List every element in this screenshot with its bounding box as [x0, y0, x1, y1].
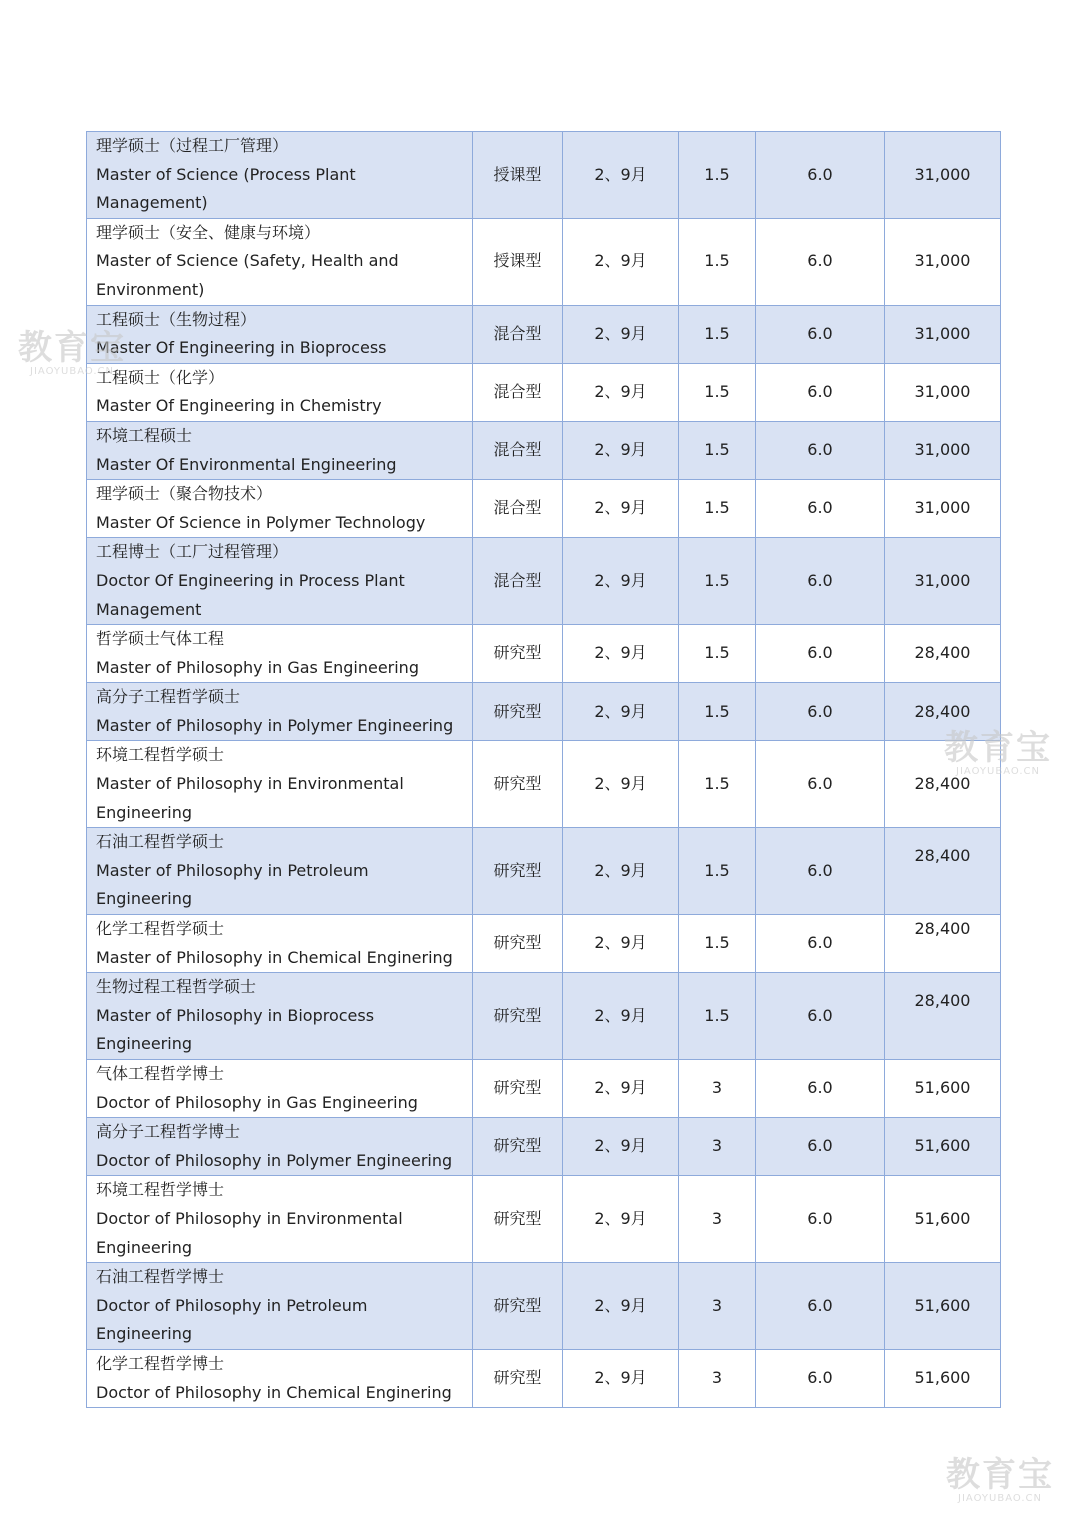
- program-type: 混合型: [473, 305, 563, 363]
- program-name-cell: [87, 421, 473, 479]
- table-row: [87, 538, 1001, 625]
- duration-years: 3: [679, 1176, 756, 1263]
- program-name-en: Master Of Science in Polymer Technology: [96, 512, 426, 532]
- program-name-en-cont: Engineering: [96, 889, 192, 909]
- intake-months: 2、9月: [563, 480, 679, 538]
- program-name-en-cont: Management: [96, 599, 202, 619]
- program-name-cell: [87, 1118, 473, 1176]
- program-name-cn: 理学硕士（安全、健康与环境）: [96, 222, 321, 242]
- ielts-score: 6.0: [756, 305, 885, 363]
- duration-years: 1.5: [679, 363, 756, 421]
- ielts-score: 6.0: [756, 1176, 885, 1263]
- program-name-cn: 环境工程哲学硕士: [96, 745, 225, 765]
- program-type: 研究型: [473, 1263, 563, 1350]
- program-name-en: Doctor of Philosophy in Polymer Engineering: [96, 1150, 453, 1170]
- ielts-score: 6.0: [756, 1263, 885, 1350]
- duration-years: 3: [679, 1349, 756, 1407]
- program-table: [86, 131, 1001, 1408]
- ielts-score: 6.0: [756, 973, 885, 1060]
- program-name-en: Doctor Of Engineering in Process Plant: [96, 570, 405, 590]
- watermark-text-en: JIAOYUBAO.CN: [30, 366, 114, 377]
- intake-months: 2、9月: [563, 538, 679, 625]
- duration-years: 1.5: [679, 683, 756, 741]
- program-name-cn: 工程博士（工厂过程管理）: [96, 542, 289, 562]
- tuition-fee: 31,000: [885, 480, 1001, 538]
- program-name-cell: [87, 625, 473, 683]
- intake-months: 2、9月: [563, 915, 679, 973]
- program-name-en-cont: Management): [96, 193, 208, 213]
- watermark-logo: [946, 1457, 1054, 1505]
- program-name-cn: 理学硕士（过程工厂管理）: [96, 136, 289, 155]
- tuition-fee: 31,000: [885, 538, 1001, 625]
- program-name-cell: [87, 741, 473, 828]
- program-name-cell: [87, 538, 473, 625]
- program-name-cn: 理学硕士（聚合物技术）: [96, 484, 273, 504]
- program-type: 研究型: [473, 1176, 563, 1263]
- program-name-en: Master Of Engineering in Chemistry: [96, 396, 382, 416]
- watermark-text-cn: 教育宝: [944, 728, 1052, 768]
- program-name-en: Master of Philosophy in Environmental: [96, 774, 404, 794]
- program-name-cn: 石油工程哲学博士: [96, 1267, 225, 1287]
- duration-years: 3: [679, 1263, 756, 1350]
- program-name-cell: [87, 973, 473, 1060]
- program-type: 研究型: [473, 915, 563, 973]
- duration-years: 1.5: [679, 480, 756, 538]
- intake-months: 2、9月: [563, 1118, 679, 1176]
- program-name-en: Master of Philosophy in Chemical Enginering: [96, 947, 453, 967]
- intake-months: 2、9月: [563, 305, 679, 363]
- tuition-fee: 31,000: [885, 218, 1001, 305]
- duration-years: 3: [679, 1118, 756, 1176]
- program-name-en: Doctor of Philosophy in Chemical Enginering: [96, 1382, 452, 1402]
- ielts-score: 6.0: [756, 1060, 885, 1118]
- tuition-fee: 28,400: [885, 741, 1001, 828]
- program-name-cell: [87, 1060, 473, 1118]
- ielts-score: 6.0: [756, 683, 885, 741]
- program-name-cn: 化学工程哲学博士: [96, 1353, 225, 1373]
- table-row: [87, 683, 1001, 741]
- table-row: [87, 305, 1001, 363]
- tuition-fee: 31,000: [885, 305, 1001, 363]
- program-type: 研究型: [473, 683, 563, 741]
- watermark-text-cn: 教育宝: [18, 328, 126, 368]
- intake-months: 2、9月: [563, 828, 679, 915]
- tuition-fee: 28,400: [885, 828, 1001, 915]
- intake-months: 2、9月: [563, 421, 679, 479]
- tuition-fee: 28,400: [885, 915, 1001, 973]
- program-name-cell: [87, 132, 473, 219]
- program-type: 研究型: [473, 625, 563, 683]
- program-name-cell: [87, 1176, 473, 1263]
- program-name-cn: 环境工程硕士: [96, 425, 193, 445]
- program-name-cn: 石油工程哲学硕士: [96, 832, 225, 852]
- ielts-score: 6.0: [756, 1349, 885, 1407]
- tuition-fee: 31,000: [885, 363, 1001, 421]
- program-name-en-cont: Engineering: [96, 1324, 192, 1344]
- watermark-text-en: JIAOYUBAO.CN: [956, 766, 1040, 777]
- ielts-score: 6.0: [756, 625, 885, 683]
- watermark-text-cn: 教育宝: [946, 1455, 1054, 1495]
- intake-months: 2、9月: [563, 1349, 679, 1407]
- program-name-cell: [87, 1263, 473, 1350]
- program-name-en: Master of Philosophy in Bioprocess: [96, 1005, 375, 1025]
- program-name-cell: [87, 480, 473, 538]
- program-type: 混合型: [473, 480, 563, 538]
- tuition-fee: 51,600: [885, 1060, 1001, 1118]
- program-name-cn: 工程硕士（生物过程）: [96, 309, 257, 329]
- program-name-en: Doctor of Philosophy in Petroleum: [96, 1295, 368, 1315]
- tuition-fee: 51,600: [885, 1263, 1001, 1350]
- program-name-cn: 生物过程工程哲学硕士: [96, 977, 257, 997]
- program-name-en: Master of Science (Safety, Health and: [96, 251, 399, 271]
- tuition-fee: 28,400: [885, 683, 1001, 741]
- duration-years: 1.5: [679, 625, 756, 683]
- intake-months: 2、9月: [563, 132, 679, 219]
- ielts-score: 6.0: [756, 538, 885, 625]
- table-row: [87, 363, 1001, 421]
- program-name-cell: [87, 218, 473, 305]
- table-row: [87, 1176, 1001, 1263]
- program-name-en-cont: Engineering: [96, 802, 192, 822]
- program-name-en: Master of Philosophy in Polymer Engineering: [96, 715, 454, 735]
- ielts-score: 6.0: [756, 421, 885, 479]
- program-name-cn: 气体工程哲学博士: [96, 1064, 225, 1083]
- intake-months: 2、9月: [563, 1176, 679, 1263]
- intake-months: 2、9月: [563, 218, 679, 305]
- program-name-cell: [87, 915, 473, 973]
- program-name-cell: [87, 683, 473, 741]
- duration-years: 3: [679, 1060, 756, 1118]
- program-name-cn: 高分子工程哲学博士: [96, 1122, 241, 1142]
- program-name-cell: [87, 1349, 473, 1407]
- program-type: 研究型: [473, 828, 563, 915]
- program-name-en: Master Of Engineering in Bioprocess: [96, 338, 387, 358]
- program-name-cn: 工程硕士（化学）: [96, 367, 225, 387]
- ielts-score: 6.0: [756, 915, 885, 973]
- intake-months: 2、9月: [563, 363, 679, 421]
- table-row: [87, 132, 1001, 219]
- program-name-en: Doctor of Philosophy in Gas Engineering: [96, 1092, 418, 1112]
- program-type: 授课型: [473, 218, 563, 305]
- program-type: 研究型: [473, 1118, 563, 1176]
- program-name-en-cont: Engineering: [96, 1034, 192, 1054]
- program-name-cell: [87, 305, 473, 363]
- tuition-fee: 51,600: [885, 1176, 1001, 1263]
- program-type: 授课型: [473, 132, 563, 219]
- duration-years: 1.5: [679, 741, 756, 828]
- program-name-en-cont: Engineering: [96, 1237, 192, 1257]
- program-type: 混合型: [473, 421, 563, 479]
- program-type: 混合型: [473, 538, 563, 625]
- table-row: [87, 1118, 1001, 1176]
- ielts-score: 6.0: [756, 218, 885, 305]
- tuition-fee: 31,000: [885, 421, 1001, 479]
- table-row: [87, 1349, 1001, 1407]
- ielts-score: 6.0: [756, 480, 885, 538]
- intake-months: 2、9月: [563, 1060, 679, 1118]
- program-name-en: Master Of Environmental Engineering: [96, 454, 397, 474]
- program-type: 研究型: [473, 1060, 563, 1118]
- table-row: [87, 973, 1001, 1060]
- table-row: [87, 828, 1001, 915]
- table-row: [87, 1060, 1001, 1118]
- program-type: 研究型: [473, 1349, 563, 1407]
- duration-years: 1.5: [679, 915, 756, 973]
- tuition-fee: 31,000: [885, 132, 1001, 219]
- tuition-fee: 51,600: [885, 1118, 1001, 1176]
- table-row: [87, 421, 1001, 479]
- program-name-cell: [87, 828, 473, 915]
- ielts-score: 6.0: [756, 1118, 885, 1176]
- duration-years: 1.5: [679, 218, 756, 305]
- tuition-fee: 51,600: [885, 1349, 1001, 1407]
- watermark-text-en: JIAOYUBAO.CN: [958, 1493, 1042, 1504]
- program-name-en: Doctor of Philosophy in Environmental: [96, 1208, 403, 1228]
- program-name-cn: 哲学硕士气体工程: [96, 629, 225, 649]
- intake-months: 2、9月: [563, 1263, 679, 1350]
- duration-years: 1.5: [679, 421, 756, 479]
- intake-months: 2、9月: [563, 741, 679, 828]
- program-name-cell: [87, 363, 473, 421]
- program-name-en: Master of Philosophy in Gas Engineering: [96, 657, 419, 677]
- duration-years: 1.5: [679, 828, 756, 915]
- duration-years: 1.5: [679, 132, 756, 219]
- duration-years: 1.5: [679, 538, 756, 625]
- duration-years: 1.5: [679, 973, 756, 1060]
- ielts-score: 6.0: [756, 132, 885, 219]
- duration-years: 1.5: [679, 305, 756, 363]
- tuition-fee: 28,400: [885, 625, 1001, 683]
- program-type: 研究型: [473, 741, 563, 828]
- program-name-cn: 高分子工程哲学硕士: [96, 687, 241, 707]
- program-name-en: Master of Philosophy in Petroleum: [96, 860, 369, 880]
- intake-months: 2、9月: [563, 973, 679, 1060]
- intake-months: 2、9月: [563, 683, 679, 741]
- ielts-score: 6.0: [756, 363, 885, 421]
- table-row: [87, 625, 1001, 683]
- program-name-cn: 化学工程哲学硕士: [96, 919, 225, 939]
- program-name-cn: 环境工程哲学博士: [96, 1180, 225, 1200]
- table-row: [87, 915, 1001, 973]
- ielts-score: 6.0: [756, 828, 885, 915]
- tuition-fee: 28,400: [885, 973, 1001, 1060]
- program-type: 研究型: [473, 973, 563, 1060]
- table-row: [87, 1263, 1001, 1350]
- program-type: 混合型: [473, 363, 563, 421]
- table-row: [87, 741, 1001, 828]
- ielts-score: 6.0: [756, 741, 885, 828]
- program-name-en-cont: Environment): [96, 279, 205, 299]
- table-row: [87, 218, 1001, 305]
- intake-months: 2、9月: [563, 625, 679, 683]
- table-row: [87, 480, 1001, 538]
- program-name-en: Master of Science (Process Plant: [96, 164, 356, 184]
